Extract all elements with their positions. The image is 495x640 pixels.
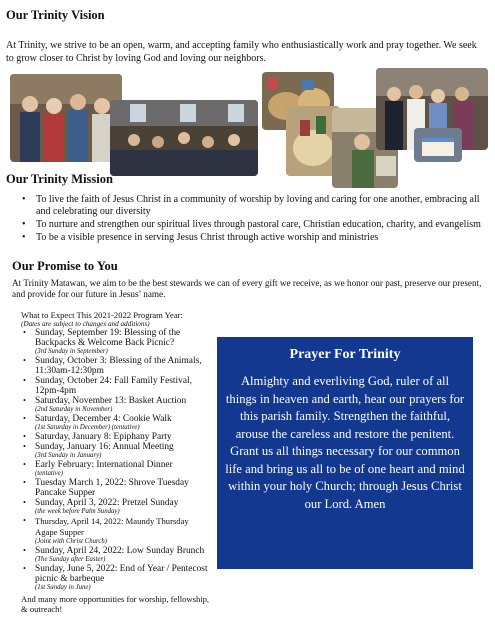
event-note: (3rd Sunday in January) (35, 452, 102, 459)
event-note: (3rd Sunday in September) (35, 348, 108, 355)
promise-heading: Our Promise to You (12, 259, 118, 273)
event-text: Sunday, January 16: Annual Meeting (35, 442, 174, 452)
event-text: Saturday, January 8: Epiphany Party (35, 432, 172, 442)
program-intro: What to Expect This 2021-2022 Program Year: (21, 310, 183, 320)
group-photo-1 (10, 74, 122, 162)
prayer-text: Almighty and everliving God, ruler of all things in heaven and earth, hear our prayers for this parish family. Strengthen the faithful, arouse the careless and restore the penitent. Grant us all things necessary for our common life and bring us all to be of one heart and mind within your holy Church; through Jesus Christ our Lord. Amen (225, 374, 465, 511)
event-text: Sunday, October 24: Fall Family Festival, 12pm-4pm (35, 376, 192, 396)
program-note: (Dates are subject to changes and additions) (21, 320, 150, 328)
vision-text: At Trinity, we strive to be an open, warm, and accepting family who enthusiastically work and pray together. We seek to grow closer to Christ by loving God and loving our neighbors. (6, 40, 477, 64)
event-text: Sunday, April 24, 2022: Low Sunday Brunch (35, 546, 205, 556)
event-note: (Joint with Christ Church) (35, 538, 108, 545)
event-item (21, 396, 211, 414)
event-note: (The Sunday after Easter) (35, 556, 106, 563)
promise-text: At Trinity Matawan, we aim to be the best stewards we can of every gift we receive, as we honor our past, preserve our present, and provide for our future in Jesus’ name. (12, 278, 482, 299)
event-text: Saturday, November 13: Basket Auction (35, 396, 187, 406)
event-text: Sunday, September 19: Blessing of the Backpacks & Welcome Back Picnic? (35, 328, 181, 348)
mission-item: • To nurture and strengthen our spiritual lives through pastoral care, Christian education, charity, and evangelism (18, 219, 490, 231)
event-text: Thursday, April 14, 2022: Maundy Thursday Agape Supper (35, 516, 189, 537)
mission-list (18, 194, 490, 245)
event-item (21, 460, 211, 478)
event-item (21, 356, 211, 376)
congregation-photo (110, 100, 258, 176)
prayer-title: Prayer For Trinity (289, 347, 401, 362)
event-item (21, 432, 211, 442)
event-text: Sunday, October 3: Blessing of the Animals, 11:30am-12:30pm (35, 356, 202, 376)
event-note: (tentative) (35, 470, 63, 477)
vision-heading: Our Trinity Vision (6, 8, 105, 22)
event-note: (1st Sunday in June) (35, 584, 91, 591)
event-text: Saturday, December 4: Cookie Walk (35, 414, 172, 424)
mission-item: • To be a visible presence in serving Jesus Christ through active worship and ministries (18, 232, 490, 244)
mission-heading: Our Trinity Mission (6, 172, 113, 186)
mission-item: • To live the faith of Jesus Christ in a community of worship by loving and caring for one another, embracing all and celebrating our diversity (18, 194, 490, 218)
event-item (21, 376, 211, 396)
event-item (21, 478, 211, 498)
event-note: (2nd Saturday in November) (35, 406, 113, 413)
program-closing: And many more opportunities for worship, fellowship, & outreach! (21, 594, 210, 614)
event-text: Tuesday March 1, 2022: Shrove Tuesday Pancake Supper (35, 478, 189, 498)
program-events (21, 310, 211, 614)
event-note: (1st Saturday in December) (tentative) (35, 424, 140, 431)
event-text: Sunday, June 5, 2022: End of Year / Pentecost picnic & barbeque (35, 564, 208, 584)
event-item (21, 498, 211, 516)
event-text: Early February: International Dinner (35, 460, 173, 470)
event-item (21, 328, 211, 356)
event-item (21, 414, 211, 432)
cake-photo (414, 128, 462, 162)
event-item (21, 546, 211, 564)
event-note: (the week before Palm Sunday) (35, 508, 120, 515)
event-text: Sunday, April 3, 2022: Pretzel Sunday (35, 498, 179, 508)
event-item (21, 516, 211, 546)
event-item (21, 442, 211, 460)
event-item (21, 564, 211, 592)
prayer-box (217, 337, 473, 569)
